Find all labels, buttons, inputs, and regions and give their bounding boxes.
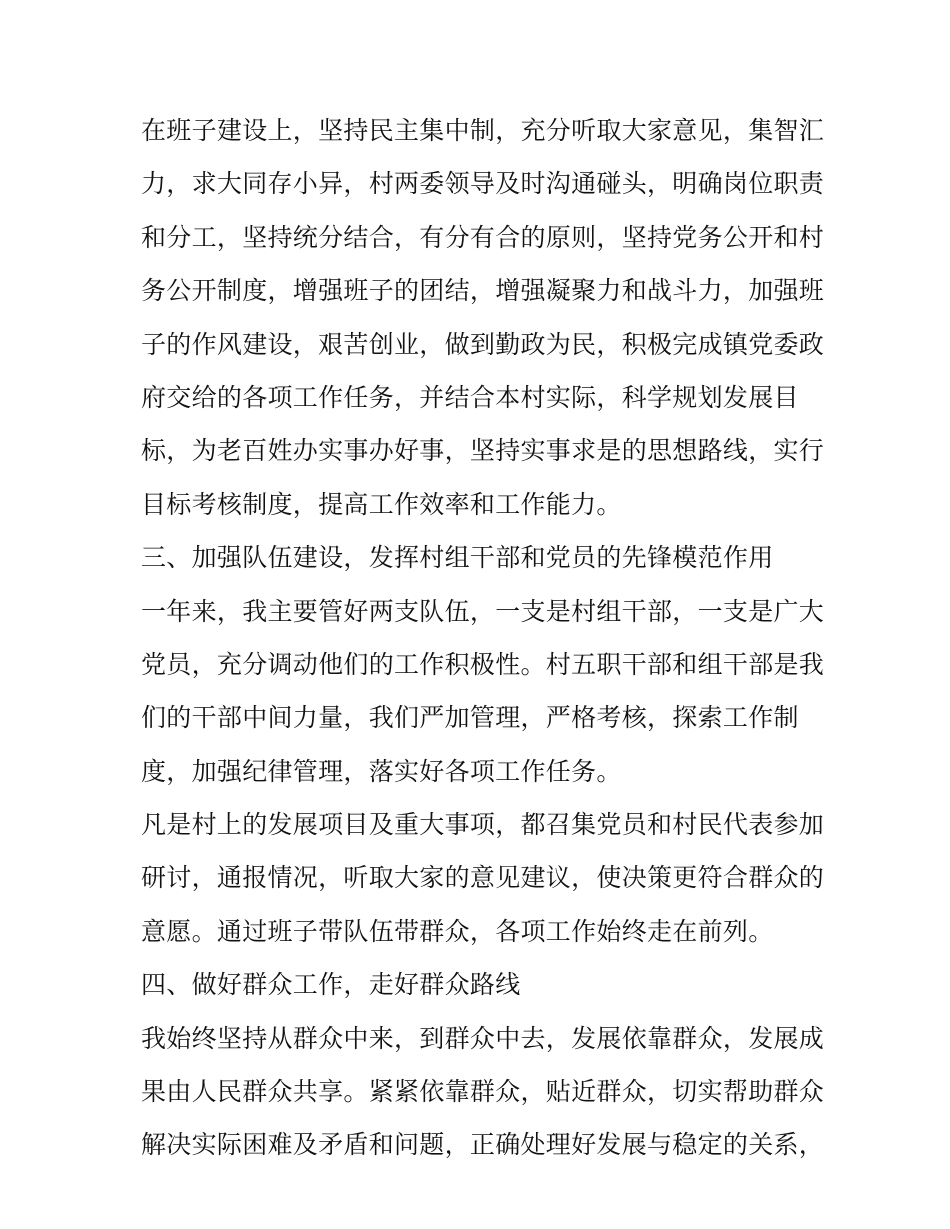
text-line: 意愿。通过班子带队伍带群众，各项工作始终走在前列。 <box>141 916 774 946</box>
text-line: 们的干部中间力量，我们严加管理，严格考核，探索工作制 <box>141 703 799 733</box>
text-line: 解决实际困难及矛盾和问题，正确处理好发展与稳定的关系， <box>141 1130 825 1160</box>
text-line: 党员，充分调动他们的工作积极性。村五职干部和组干部是我 <box>141 649 825 679</box>
text-line: 凡是村上的发展项目及重大事项，都召集党员和村民代表参加 <box>141 810 825 840</box>
text-line: 我始终坚持从群众中来，到群众中去，发展依靠群众，发展成 <box>141 1023 825 1053</box>
text-line: 务公开制度，增强班子的团结，增强凝聚力和战斗力，加强班 <box>141 276 825 306</box>
text-line: 府交给的各项工作任务，并结合本村实际，科学规划发展目 <box>141 382 799 412</box>
text-line: 子的作风建设，艰苦创业，做到勤政为民，积极完成镇党委政 <box>141 329 825 359</box>
text-line: 和分工，坚持统分结合，有分有合的原则，坚持党务公开和村 <box>141 222 825 252</box>
text-line: 度，加强纪律管理，落实好各项工作任务。 <box>141 756 622 786</box>
text-line: 力，求大同存小异，村两委领导及时沟通碰头，明确岗位职责 <box>141 169 825 199</box>
document-body <box>141 111 825 1179</box>
text-line: 标，为老百姓办实事办好事，坚持实事求是的思想路线，实行 <box>141 436 825 466</box>
text-line: 一年来，我主要管好两支队伍，一支是村组干部，一支是广大 <box>141 596 825 626</box>
text-line: 研讨，通报情况，听取大家的意见建议，使决策更符合群众的 <box>141 863 825 893</box>
text-line: 在班子建设上，坚持民主集中制，充分听取大家意见，集智汇 <box>141 116 825 145</box>
text-line: 果由人民群众共享。紧紧依靠群众，贴近群众，切实帮助群众 <box>141 1077 825 1107</box>
text-line: 目标考核制度，提高工作效率和工作能力。 <box>141 489 622 519</box>
section-heading-4: 四、做好群众工作，走好群众路线 <box>141 970 521 1000</box>
section-heading-3: 三、加强队伍建设，发挥村组干部和党员的先锋模范作用 <box>141 543 774 573</box>
